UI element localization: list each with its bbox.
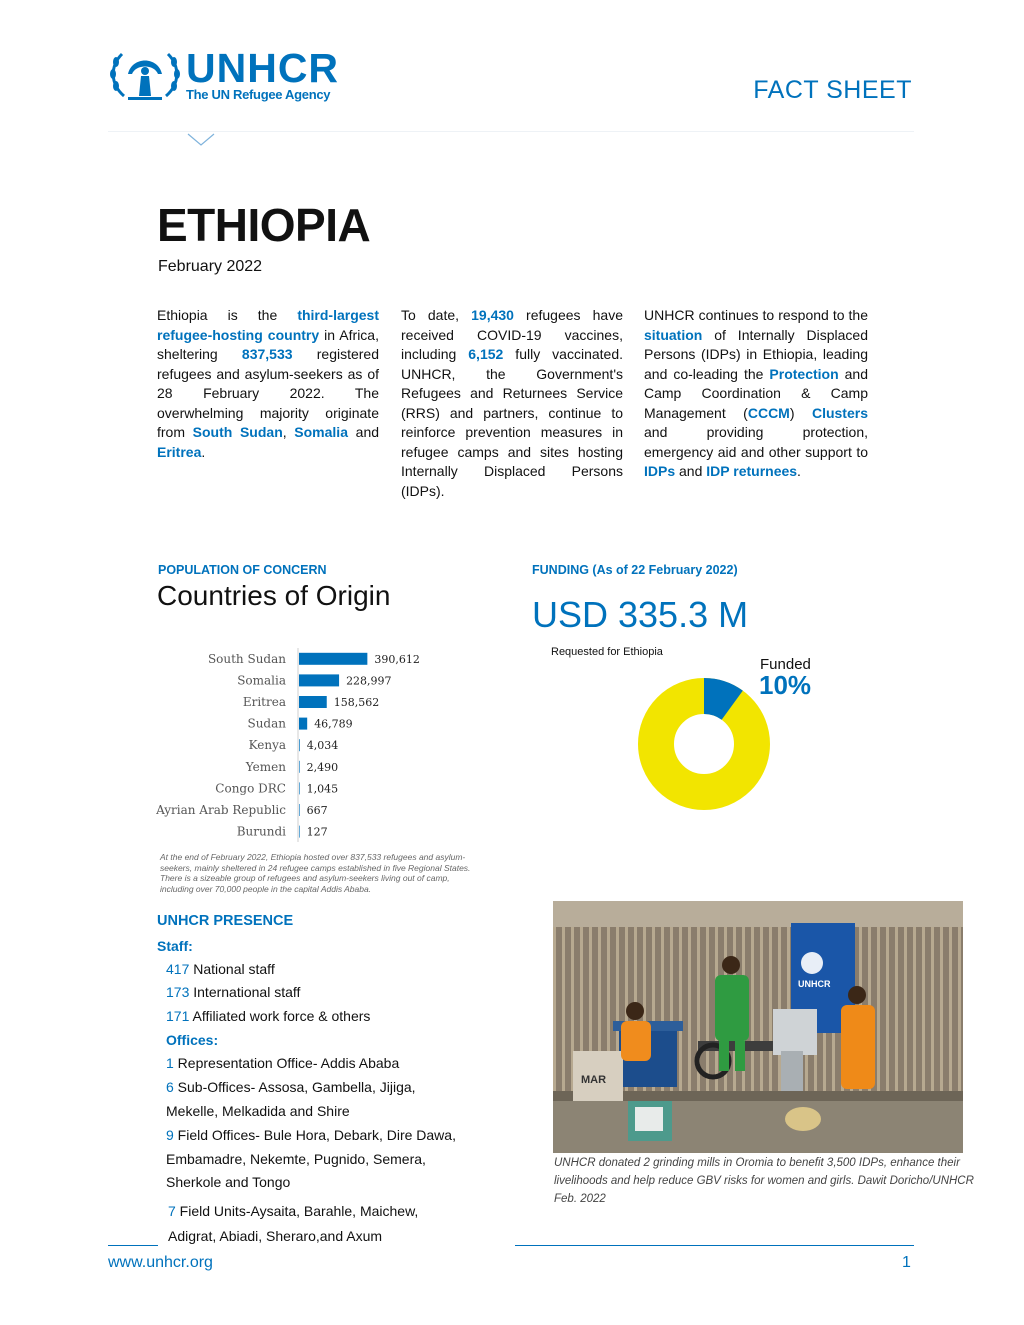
link-somalia[interactable]: Somalia [294, 424, 348, 440]
staff-item-international: 173 International staff [166, 984, 301, 1000]
chart-category-label: South Sudan [207, 651, 286, 666]
chart-bar [299, 674, 339, 686]
office-item-representation: 1 Representation Office- Addis Ababa [166, 1055, 400, 1071]
intro-column-3: UNHCR continues to respond to the situation of Internally Displaced Persons (IDPs) in Ethiopia, leading and co-leading the Protection and Camp Coordination & Camp Management (CCCM) Clusters and providing protection, emergency aid and other support to IDPs and IDP returnees. [644, 307, 868, 479]
stat-vaccinated: 19,430 [471, 307, 514, 323]
offices-label: Offices: [166, 1032, 219, 1048]
page-title: ETHIOPIA [157, 199, 371, 251]
footer-website-link[interactable]: www.unhcr.org [108, 1254, 213, 1271]
photo-caption: UNHCR donated 2 grinding mills in Oromia to benefit 3,500 IDPs, enhance their livelihoods and help reduce GBV risks for women and girls. Dawit Doricho/UNHCR Feb. 2022 [554, 1157, 974, 1205]
chart-value-label: 158,562 [333, 696, 380, 709]
page-number: 1 [902, 1254, 911, 1271]
chart-category-label: Yemen [245, 759, 286, 774]
link-eritrea[interactable]: Eritrea [157, 443, 202, 460]
funding-donut-chart [636, 676, 772, 812]
chart-value-label: 228,997 [346, 674, 392, 688]
doc-type: FACT SHEET [753, 76, 912, 104]
funding-amount: USD 335.3 M [532, 594, 749, 635]
link-idps[interactable]: IDPs [644, 463, 676, 479]
link-south-sudan[interactable]: South Sudan [192, 424, 283, 440]
intro-column-1: Ethiopia is the third-largest refugee-hosting country in Africa, sheltering 837,533 registered refugees and asylum-seekers as of 28 February 2022. The overwhelming majority originate from South Sudan, Somalia and Eritrea. [157, 307, 380, 460]
chart-category-label: Burundi [236, 824, 286, 839]
population-note: At the end of February 2022, Ethiopia hosted over 837,533 refugees and asylum-seekers, mainly sheltered in 24 refugee camps established in five Regional States. There is a sizeable group of refugees and asylum-seekers living out of camp, including over 70,000 people in the capital Addis Ababa. [160, 852, 471, 894]
grinding-mill-photo [553, 901, 963, 1153]
intro-column-2: To date, 19,430 refugees have received COVID-19 vaccines, including 6,152 fully vaccinated. UNHCR, the Government's Refugees and Returnees Service (RRS) and partners, continue to reinforce prevention measures in refugee camps and sites hosting Internally Displaced Persons (IDPs). [401, 307, 624, 499]
chart-category-label: Congo DRC [215, 781, 286, 796]
population-section-label: POPULATION OF CONCERN [158, 563, 327, 577]
staff-label: Staff: [157, 938, 193, 954]
office-item-sub-offices: 6 Sub-Offices- Assosa, Gambella, Jijiga, Mekelle, Melkadida and Shire [166, 1079, 416, 1119]
funded-label: Funded [760, 656, 811, 673]
staff-item-national: 417 National staff [166, 961, 275, 977]
chart-bar [299, 761, 300, 773]
staff-item-affiliated: 171 Affiliated work force & others [166, 1008, 371, 1024]
chart-category-label: Somalia [237, 673, 286, 688]
stat-fully-vaccinated: 6,152 [468, 346, 504, 362]
presence-section-label: UNHCR PRESENCE [157, 913, 294, 929]
office-item-field-offices: 9 Field Offices- Bule Hora, Debark, Dire Dawa, Embamadre, Nekemte, Pugnido, Semera, Sherkole and Tongo [166, 1127, 456, 1190]
chart-bar [299, 653, 367, 665]
stat-refugees-total: 837,533 [241, 346, 293, 362]
chart-category-label: Kenya [248, 738, 286, 753]
chart-bar [299, 826, 300, 838]
funded-percent: 10% [759, 670, 812, 700]
link-idp-returnees[interactable]: IDP returnees [706, 463, 798, 479]
logo-wordmark: UNHCR [186, 45, 340, 91]
unhcr-logo [108, 44, 358, 104]
logo-tagline: The UN Refugee Agency [186, 87, 331, 102]
funding-requested-label: Requested for Ethiopia [551, 646, 663, 658]
chart-value-label: 1,045 [306, 782, 339, 796]
countries-of-origin-chart [150, 642, 450, 842]
chart-bar [299, 739, 300, 751]
chart-bar [299, 696, 327, 708]
svg-text:UNHCR: UNHCR [798, 979, 831, 989]
chart-value-label: 127 [306, 825, 328, 839]
population-title: Countries of Origin [157, 580, 391, 611]
svg-text:MAR: MAR [581, 1074, 607, 1086]
funding-section-label: FUNDING (As of 22 February 2022) [532, 563, 738, 577]
chart-category-label: Sudan [247, 716, 286, 731]
link-third-largest[interactable]: third-largest refugee-hosting country [157, 307, 379, 343]
office-item-field-units: 7 Field Units-Aysaita, Barahle, Maichew, Adigrat, Abiadi, Sheraro,and Axum [168, 1203, 419, 1244]
chart-bar [299, 804, 300, 816]
link-cccm[interactable]: CCCM [747, 404, 790, 421]
chart-category-label: Ayrian Arab Republic [156, 803, 286, 817]
chart-value-label: 46,789 [314, 717, 353, 731]
chart-bar [299, 718, 307, 730]
link-clusters[interactable]: Clusters [811, 404, 868, 421]
chevron-down-icon [186, 132, 216, 148]
footer-rule-right [515, 1245, 914, 1246]
link-situation[interactable]: situation [644, 326, 703, 343]
chart-value-label: 2,490 [306, 760, 339, 774]
laurel-figure-icon [108, 44, 182, 104]
link-protection[interactable]: Protection [769, 365, 839, 382]
page-date: February 2022 [158, 258, 263, 275]
header-divider [108, 131, 914, 132]
chart-category-label: Eritrea [242, 695, 286, 709]
chart-value-label: 4,034 [306, 739, 339, 753]
chart-value-label: 390,612 [374, 652, 420, 666]
chart-value-label: 667 [306, 804, 328, 817]
chart-bar [299, 782, 300, 794]
footer-rule-left [108, 1245, 158, 1246]
